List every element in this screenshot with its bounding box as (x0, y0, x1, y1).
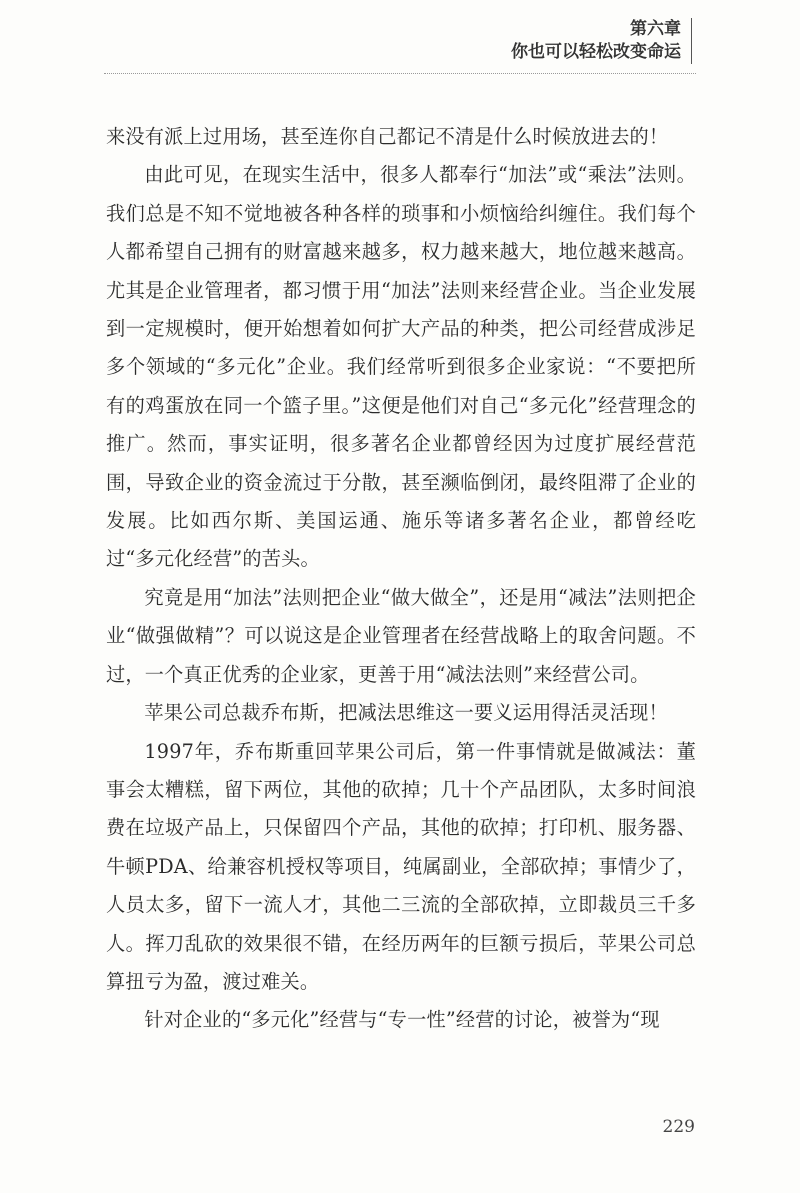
running-header (511, 18, 692, 64)
paragraph: 针对企业的“多元化”经营与“专一性”经营的讨论，被誉为“现 (144, 1008, 660, 1032)
header-divider (104, 73, 696, 74)
paragraph: 由此可见，在现实生活中，很多人都奉行“加法”或“乘法”法则。我们总是不知不觉地被各种各样的琐事和小烦恼给纠缠住。我们每个人都希望自己拥有的财富越来越多，权力越来越大，地位越来越高。尤其是企业管理者，都习惯于用“加法”法则来经营企业。当企业发展到一定规模时，便开始想着如何扩大产品的种类，把公司经营成涉足多个领域的“多元化”企业。我们经常听到很多企业家说：“不要把所有的鸡蛋放在同一个篮子里。”这便是他们对自己“多元化”经营理念的推广。然而，事实证明，很多著名企业都曾经因为过度扩展经营范围，导致企业的资金流过于分散，甚至濒临倒闭，最终阻滞了企业的发展。比如西尔斯、美国运通、施乐等诸多著名企业，都曾经吃过“多元化经营”的苦头。 (106, 163, 696, 571)
paragraph: 苹果公司总裁乔布斯，把减法思维这一要义运用得活灵活现！ (144, 701, 668, 725)
paragraph-continued: 来没有派上过用场，甚至连你自己都记不清是什么时候放进去的！ (106, 125, 669, 148)
chapter-subtitle: 你也可以轻松改变命运 (511, 42, 681, 62)
chapter-title: 第六章 (630, 19, 681, 39)
paragraph: 究竟是用“加法”法则把企业“做大做全”，还是用“减法”法则把企业“做强做精”？可以说这是企业管理者在经营战略上的取舍问题。不过，一个真正优秀的企业家，更善于用“减法法则”来经营公司。 (106, 585, 696, 686)
page-number: 229 (662, 1117, 695, 1137)
page-body (106, 118, 696, 1040)
paragraph: 1997年，乔布斯重回苹果公司后，第一件事情就是做减法：董事会太糟糕，留下两位，其他的砍掉；几十个产品团队，太多时间浪费在垃圾产品上，只保留四个产品，其他的砍掉；打印机、服务器、牛顿PDA、给兼容机授权等项目，纯属副业，全部砍掉；事情少了，人员太多，留下一流人才，其他二三流的全部砍掉，立即裁员三千多人。挥刀乱砍的效果很不错，在经历两年的巨额亏损后，苹果公司总算扭亏为盈，渡过难关。 (106, 739, 696, 993)
